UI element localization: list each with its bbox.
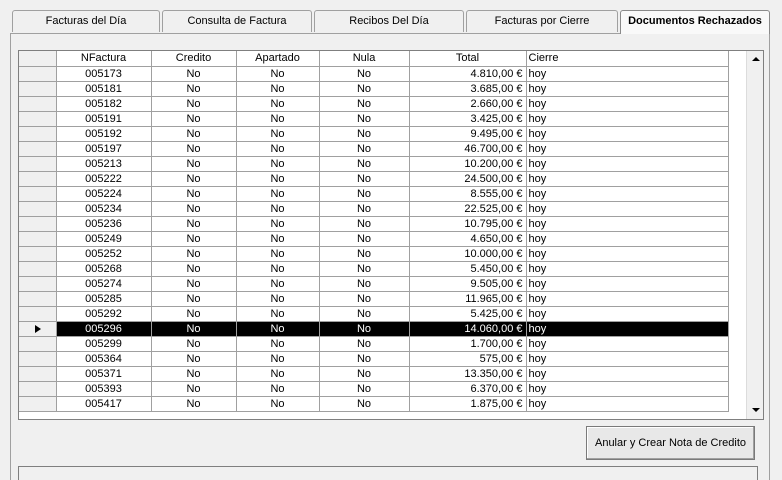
cell-apartado[interactable]: No: [236, 186, 319, 201]
row-indicator[interactable]: [19, 231, 56, 246]
cell-nula[interactable]: No: [319, 366, 409, 381]
scroll-down-arrow-icon[interactable]: [747, 402, 764, 419]
cell-nula[interactable]: No: [319, 291, 409, 306]
cell-credito[interactable]: No: [151, 66, 236, 81]
cell-total[interactable]: 5.450,00 €: [409, 261, 526, 276]
cell-cierre[interactable]: hoy: [526, 246, 728, 261]
cell-cierre[interactable]: hoy: [526, 126, 728, 141]
cell-nfactura[interactable]: 005274: [56, 276, 151, 291]
table-row[interactable]: [19, 156, 728, 171]
cell-nula[interactable]: No: [319, 351, 409, 366]
cell-apartado[interactable]: No: [236, 351, 319, 366]
cell-total[interactable]: 6.370,00 €: [409, 381, 526, 396]
header-row: [19, 51, 728, 66]
row-indicator[interactable]: [19, 381, 56, 396]
table-row[interactable]: [19, 246, 728, 261]
cell-apartado[interactable]: No: [236, 306, 319, 321]
cell-credito[interactable]: No: [151, 201, 236, 216]
cell-nfactura[interactable]: 005268: [56, 261, 151, 276]
cell-nula[interactable]: No: [319, 396, 409, 411]
cell-apartado[interactable]: No: [236, 246, 319, 261]
cell-credito[interactable]: No: [151, 336, 236, 351]
cell-credito[interactable]: No: [151, 381, 236, 396]
row-indicator[interactable]: [19, 111, 56, 126]
table-row[interactable]: [19, 81, 728, 96]
cell-nfactura[interactable]: 005181: [56, 81, 151, 96]
cell-cierre[interactable]: hoy: [526, 216, 728, 231]
cell-apartado[interactable]: No: [236, 141, 319, 156]
cell-credito[interactable]: No: [151, 366, 236, 381]
cell-apartado[interactable]: No: [236, 171, 319, 186]
cell-nula[interactable]: No: [319, 126, 409, 141]
column-header-nfactura[interactable]: NFactura: [56, 51, 151, 66]
cell-nula[interactable]: No: [319, 111, 409, 126]
cell-apartado[interactable]: No: [236, 396, 319, 411]
cell-nfactura[interactable]: 005236: [56, 216, 151, 231]
cell-credito[interactable]: No: [151, 321, 236, 336]
cell-cierre[interactable]: hoy: [526, 351, 728, 366]
table-row[interactable]: [19, 96, 728, 111]
cell-credito[interactable]: No: [151, 261, 236, 276]
tab-facturas-del-dia[interactable]: Facturas del Día: [12, 10, 160, 32]
cell-apartado[interactable]: No: [236, 156, 319, 171]
row-indicator[interactable]: [19, 276, 56, 291]
cell-total[interactable]: 9.505,00 €: [409, 276, 526, 291]
cell-apartado[interactable]: No: [236, 321, 319, 336]
column-header-cierre[interactable]: Cierre: [526, 51, 728, 66]
cell-total[interactable]: 3.425,00 €: [409, 111, 526, 126]
cell-cierre[interactable]: hoy: [526, 366, 728, 381]
cell-cierre[interactable]: hoy: [526, 201, 728, 216]
cell-total[interactable]: 1.700,00 €: [409, 336, 526, 351]
cell-credito[interactable]: No: [151, 306, 236, 321]
row-indicator[interactable]: [19, 96, 56, 111]
cell-nfactura[interactable]: 005299: [56, 336, 151, 351]
cell-credito[interactable]: No: [151, 246, 236, 261]
table-row[interactable]: [19, 291, 728, 306]
cell-nula[interactable]: No: [319, 231, 409, 246]
cell-apartado[interactable]: No: [236, 66, 319, 81]
cell-nula[interactable]: No: [319, 186, 409, 201]
table-row[interactable]: [19, 261, 728, 276]
cell-credito[interactable]: No: [151, 141, 236, 156]
cell-nula[interactable]: No: [319, 171, 409, 186]
row-indicator[interactable]: [19, 366, 56, 381]
table-row[interactable]: [19, 336, 728, 351]
cell-apartado[interactable]: No: [236, 336, 319, 351]
cell-nula[interactable]: No: [319, 276, 409, 291]
cell-total[interactable]: 4.650,00 €: [409, 231, 526, 246]
cell-nula[interactable]: No: [319, 246, 409, 261]
cell-cierre[interactable]: hoy: [526, 381, 728, 396]
tab-documentos-rechazados[interactable]: Documentos Rechazados: [620, 10, 770, 34]
table-row[interactable]: [19, 366, 728, 381]
cell-nfactura[interactable]: 005296: [56, 321, 151, 336]
cell-total[interactable]: 2.660,00 €: [409, 96, 526, 111]
table-row[interactable]: [19, 381, 728, 396]
table-row[interactable]: [19, 231, 728, 246]
cell-total[interactable]: 9.495,00 €: [409, 126, 526, 141]
tab-consulta-de-factura[interactable]: Consulta de Factura: [162, 10, 312, 32]
table-row[interactable]: [19, 171, 728, 186]
table-row[interactable]: [19, 201, 728, 216]
cell-nfactura[interactable]: 005364: [56, 351, 151, 366]
cell-nula[interactable]: No: [319, 321, 409, 336]
cell-cierre[interactable]: hoy: [526, 81, 728, 96]
cell-cierre[interactable]: hoy: [526, 171, 728, 186]
table-row[interactable]: [19, 396, 728, 411]
column-header-nula[interactable]: Nula: [319, 51, 409, 66]
cell-nfactura[interactable]: 005249: [56, 231, 151, 246]
cell-nfactura[interactable]: 005252: [56, 246, 151, 261]
cell-cierre[interactable]: hoy: [526, 141, 728, 156]
cell-total[interactable]: 11.965,00 €: [409, 291, 526, 306]
cell-nula[interactable]: No: [319, 156, 409, 171]
cell-nfactura[interactable]: 005292: [56, 306, 151, 321]
cell-total[interactable]: 24.500,00 €: [409, 171, 526, 186]
cell-cierre[interactable]: hoy: [526, 321, 728, 336]
cell-nula[interactable]: No: [319, 66, 409, 81]
table-row[interactable]: [19, 351, 728, 366]
table-row[interactable]: [19, 216, 728, 231]
table-row[interactable]: [19, 141, 728, 156]
row-indicator[interactable]: [19, 141, 56, 156]
row-indicator[interactable]: [19, 126, 56, 141]
table-row[interactable]: [19, 186, 728, 201]
table-row[interactable]: [19, 306, 728, 321]
cell-nula[interactable]: No: [319, 261, 409, 276]
cell-cierre[interactable]: hoy: [526, 186, 728, 201]
row-indicator[interactable]: [19, 261, 56, 276]
table-row[interactable]: [19, 66, 728, 81]
tab-recibos-del-dia[interactable]: Recibos Del Día: [314, 10, 464, 32]
row-indicator-header: [19, 51, 56, 66]
cell-credito[interactable]: No: [151, 351, 236, 366]
cell-nula[interactable]: No: [319, 81, 409, 96]
cell-total[interactable]: 10.200,00 €: [409, 156, 526, 171]
current-row-arrow-icon: [35, 325, 41, 333]
cell-nfactura[interactable]: 005191: [56, 111, 151, 126]
cell-nfactura[interactable]: 005417: [56, 396, 151, 411]
tab-facturas-por-cierre[interactable]: Facturas por Cierre: [466, 10, 618, 32]
cell-total[interactable]: 22.525,00 €: [409, 201, 526, 216]
row-indicator[interactable]: [19, 156, 56, 171]
row-indicator[interactable]: [19, 291, 56, 306]
cell-cierre[interactable]: hoy: [526, 231, 728, 246]
cell-cierre[interactable]: hoy: [526, 276, 728, 291]
cell-cierre[interactable]: hoy: [526, 156, 728, 171]
cell-apartado[interactable]: No: [236, 111, 319, 126]
cell-total[interactable]: 10.795,00 €: [409, 216, 526, 231]
cell-cierre[interactable]: hoy: [526, 66, 728, 81]
row-indicator[interactable]: [19, 336, 56, 351]
cell-nula[interactable]: No: [319, 381, 409, 396]
column-header-credito[interactable]: Credito: [151, 51, 236, 66]
cell-credito[interactable]: No: [151, 291, 236, 306]
cell-cierre[interactable]: hoy: [526, 306, 728, 321]
cell-nula[interactable]: No: [319, 201, 409, 216]
cell-cierre[interactable]: hoy: [526, 96, 728, 111]
invoices-grid[interactable]: [18, 50, 764, 420]
cell-nula[interactable]: No: [319, 306, 409, 321]
cell-credito[interactable]: No: [151, 81, 236, 96]
bottom-panel: [18, 466, 758, 480]
row-indicator[interactable]: [19, 66, 56, 81]
cell-total[interactable]: 5.425,00 €: [409, 306, 526, 321]
cell-apartado[interactable]: No: [236, 81, 319, 96]
cell-nula[interactable]: No: [319, 141, 409, 156]
cell-nfactura[interactable]: 005393: [56, 381, 151, 396]
cell-credito[interactable]: No: [151, 216, 236, 231]
cell-credito[interactable]: No: [151, 156, 236, 171]
cell-credito[interactable]: No: [151, 171, 236, 186]
scroll-up-arrow-icon[interactable]: [747, 51, 764, 68]
cell-nfactura[interactable]: 005234: [56, 201, 151, 216]
cell-nfactura[interactable]: 005182: [56, 96, 151, 111]
cell-apartado[interactable]: No: [236, 96, 319, 111]
cell-credito[interactable]: No: [151, 231, 236, 246]
cell-total[interactable]: 4.810,00 €: [409, 66, 526, 81]
row-indicator[interactable]: [19, 351, 56, 366]
cell-total[interactable]: 10.000,00 €: [409, 246, 526, 261]
cell-apartado[interactable]: No: [236, 216, 319, 231]
cell-cierre[interactable]: hoy: [526, 291, 728, 306]
row-indicator[interactable]: [19, 201, 56, 216]
column-header-total[interactable]: Total: [409, 51, 526, 66]
cell-nfactura[interactable]: 005213: [56, 156, 151, 171]
cell-total[interactable]: 8.555,00 €: [409, 186, 526, 201]
cell-nfactura[interactable]: 005173: [56, 66, 151, 81]
cell-credito[interactable]: No: [151, 186, 236, 201]
cell-nfactura[interactable]: 005197: [56, 141, 151, 156]
cell-total[interactable]: 14.060,00 €: [409, 321, 526, 336]
row-indicator[interactable]: [19, 246, 56, 261]
cell-nula[interactable]: No: [319, 336, 409, 351]
row-indicator[interactable]: [19, 306, 56, 321]
tab-bar: [0, 0, 782, 34]
cell-apartado[interactable]: No: [236, 231, 319, 246]
cell-nula[interactable]: No: [319, 216, 409, 231]
cell-credito[interactable]: No: [151, 396, 236, 411]
cell-total[interactable]: 13.350,00 €: [409, 366, 526, 381]
cell-credito[interactable]: No: [151, 96, 236, 111]
table-row[interactable]: [19, 321, 728, 336]
cell-apartado[interactable]: No: [236, 201, 319, 216]
column-header-apartado[interactable]: Apartado: [236, 51, 319, 66]
cell-nula[interactable]: No: [319, 96, 409, 111]
cell-total[interactable]: 3.685,00 €: [409, 81, 526, 96]
cell-credito[interactable]: No: [151, 276, 236, 291]
cell-nfactura[interactable]: 005285: [56, 291, 151, 306]
cell-apartado[interactable]: No: [236, 366, 319, 381]
table-row[interactable]: [19, 111, 728, 126]
invoices-table: [19, 51, 729, 412]
table-row[interactable]: [19, 126, 728, 141]
cell-nfactura[interactable]: 005371: [56, 366, 151, 381]
cell-apartado[interactable]: No: [236, 276, 319, 291]
cell-apartado[interactable]: No: [236, 291, 319, 306]
cell-credito[interactable]: No: [151, 126, 236, 141]
cell-total[interactable]: 575,00 €: [409, 351, 526, 366]
cell-total[interactable]: 1.875,00 €: [409, 396, 526, 411]
cell-nfactura[interactable]: 005192: [56, 126, 151, 141]
row-indicator[interactable]: [19, 216, 56, 231]
row-indicator[interactable]: [19, 171, 56, 186]
table-row[interactable]: [19, 276, 728, 291]
cell-apartado[interactable]: No: [236, 261, 319, 276]
cell-cierre[interactable]: hoy: [526, 111, 728, 126]
scroll-thumb[interactable]: [748, 68, 763, 386]
cell-credito[interactable]: No: [151, 111, 236, 126]
row-indicator[interactable]: [19, 186, 56, 201]
cell-cierre[interactable]: hoy: [526, 261, 728, 276]
cell-apartado[interactable]: No: [236, 126, 319, 141]
row-indicator[interactable]: [19, 81, 56, 96]
cell-nfactura[interactable]: 005224: [56, 186, 151, 201]
annul-credit-note-button[interactable]: Anular y Crear Nota de Credito: [586, 426, 755, 460]
row-indicator[interactable]: [19, 396, 56, 411]
vertical-scrollbar[interactable]: [746, 51, 763, 419]
cell-cierre[interactable]: hoy: [526, 396, 728, 411]
cell-cierre[interactable]: hoy: [526, 336, 728, 351]
cell-nfactura[interactable]: 005222: [56, 171, 151, 186]
cell-apartado[interactable]: No: [236, 381, 319, 396]
grid-body: [19, 66, 728, 411]
cell-total[interactable]: 46.700,00 €: [409, 141, 526, 156]
row-indicator[interactable]: [19, 321, 56, 336]
